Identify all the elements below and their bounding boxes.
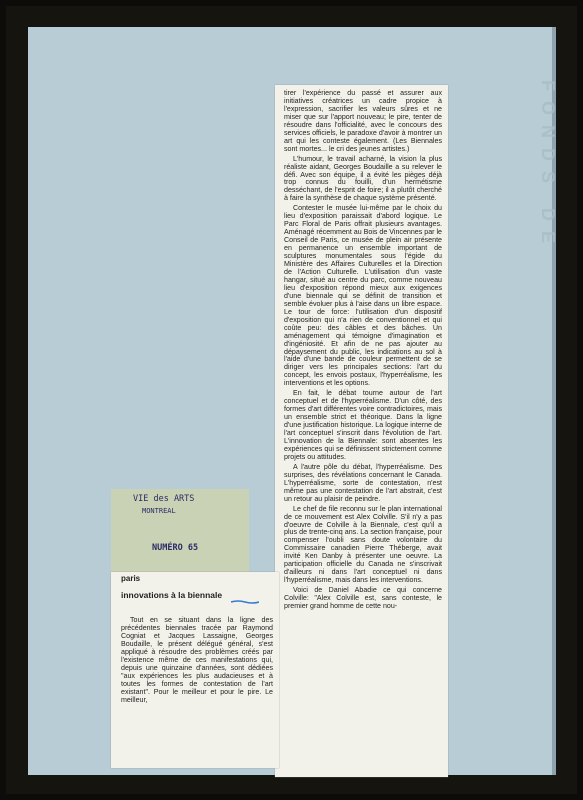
intro-paragraph: Tout en se situant dans la ligne des précédentes biennales tracée par Raymond Cogniat et Jacques Lassaigne, Georges Boudaille, le présent délégué général, s'est appliqué à résoudre des problèmes créés par l'existence même de ces manifestations qui, depuis une quinzaine d'années, sont dédiées "aux expériences les plus audacieuses et à toutes les formes de contestation de l'art existant". Pour le meilleur et pour le pire. Le meilleur, — [121, 616, 273, 704]
paragraph-2: L'humour, le travail acharné, la vision la plus réaliste aidant, Georges Boudaille a su relever le défi. Avec son équipe, il a évité les pièges déjà trop connus du fouilli, d'un hermétisme desséchant, de l'esprit de foire; il a plutôt cherché à faire la synthèse de chaque système présenté. — [284, 154, 442, 203]
pen-underline — [231, 600, 259, 604]
section-label: paris — [121, 574, 141, 583]
paragraph-6: Le chef de file reconnu sur le plan international de ce mouvement est Alex Colville. S'il n'y a pas d'oeuvre de Colville à la Biennale, c'est qu'il a plus de trente-cinq ans. La section française, pour compenser l'oubli sans doute volontaire du Commissaire canadien Pierre Théberge, avait invité Ken Danby à présenter une oeuvre. La participation officielle du Canada ne s'inscrivait d'ailleurs ni dans l'art conceptuel ni dans l'hyperréalisme, mais dans les interventions. — [284, 504, 442, 585]
paragraph-7: Voici de Daniel Abadie ce qui concerne Colville: "Alex Colville est, sans conteste, le premier grand homme de cette nou- — [284, 586, 442, 611]
paragraph-4: En fait, le débat tourne autour de l'art conceptuel et de l'hyperréalisme. D'un côté, des formes d'art différentes voire contradictoires, mais un ensemble strict et théorique. Dans la ligne d'une justification historique. La logique interne de l'art conceptuel s'inscrit dans l'évolution de l'art. L'innovation de la Biennale: sont absentes les expériences qui se définissent strictement comme projets ou attitudes. — [284, 389, 442, 461]
main-clipping — [275, 85, 448, 777]
board-watermark: FONDS DE — [538, 80, 558, 254]
article-title: innovations à la biennale — [121, 590, 223, 600]
label-issue: NUMÉRO 65 — [152, 543, 199, 553]
label-city: MONTREAL — [142, 507, 176, 515]
article-intro — [121, 617, 273, 704]
paragraph-3: Contester le musée lui-même par le choix du lieu d'exposition paraissait d'abord logique. Le Parc Floral de Paris offrait plusieurs avantages. Aménagé récemment au Bois de Vincennes par le Conseil de Paris, ce musée de plein air présente en permanence un ensemble important de sculptures monumentales sous l'égide du Ministère des Affaires Culturelles et la Direction de l'Action Culturelle. L'utilisation d'un vaste hangar, situé au centre du parc, comme nouveau lieu d'exposition répond mieux aux exigences d'une biennale qui se définit de transition et semble évoluer plus à l'aise dans un libre espace. Le tour de force: l'utilisation d'un dispositif d'exposition qui n'a rien de conventionnel et qui coûte peu: des câbles et des bâches. Un aménagement qui témoigne d'imagination et d'ingéniosité. Et afin de ne pas ajouter au dépaysement du public, les indications au sol à l'aide d'une bande de couleur permettent de se diriger vers les principales sections: l'art du concept, les envois postaux, l'hyperréalisme, les interventions et les options. — [284, 204, 442, 388]
article-column — [284, 90, 442, 611]
article-start-clipping — [111, 572, 279, 768]
handwritten-label — [111, 489, 249, 572]
paragraph-1: tirer l'expérience du passé et assurer aux initiatives créatrices un cadre propice à l'expression, sacrifier les valeurs sûres et ne miser que sur l'apport nouveau; le pire, tenter de résoudre dans l'officialité, avec le concours des services officiels, le paradoxe d'avoir à montrer un art qui les conteste également. (Les Biennales sont mortes... le cri des jeunes artistes.) — [284, 89, 442, 153]
label-publication: VIE des ARTS — [133, 494, 195, 504]
paragraph-5: A l'autre pôle du débat, l'hyperréalisme. Des surprises, des révélations concernant le Canada. L'hyperréalisme, sorte de contestation, n'est même pas une contestation de l'art abstrait, c'est un retour au plaisir de peindre. — [284, 462, 442, 503]
